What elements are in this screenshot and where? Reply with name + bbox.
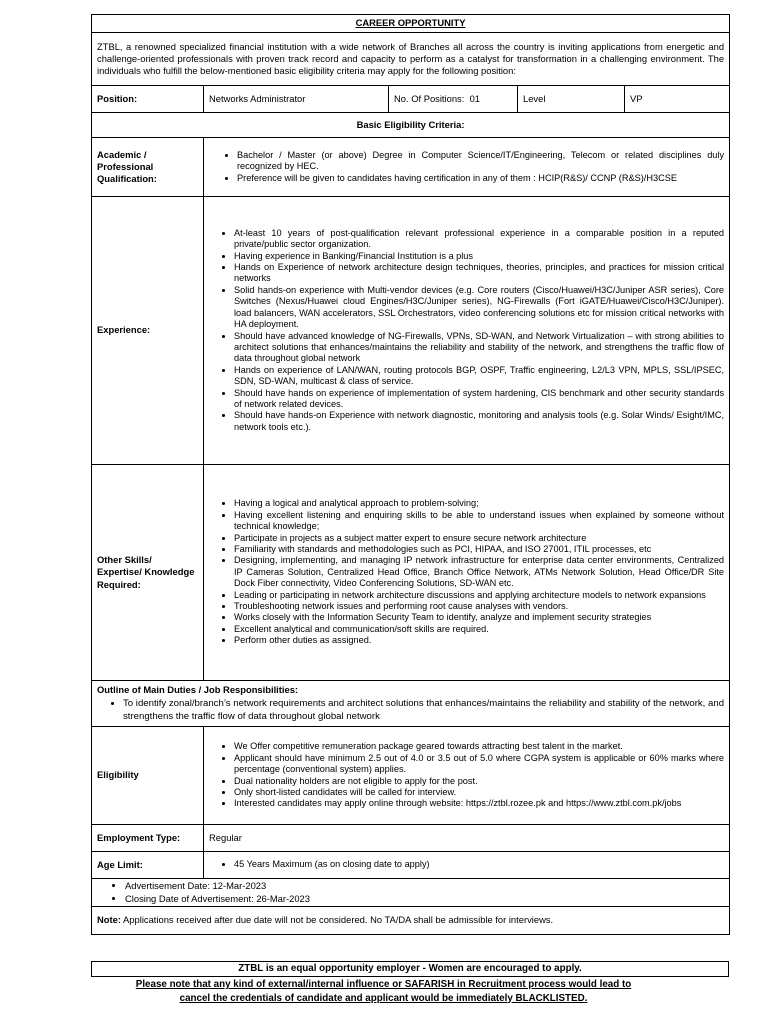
advertisement-table (91, 14, 730, 935)
list-item: • Perform other duties as assigned. (234, 635, 724, 646)
list-item: • Works closely with the Information Security Team to identify, analyze and implement security strategies (234, 612, 724, 623)
experience-cell (204, 197, 730, 465)
note-text: Applications received after due date will not be considered. No TA/DA shall be admissible for interviews. (120, 914, 554, 926)
warning-line-2: cancel the credentials of candidate and applicant would be immediately BLACKLISTED. (179, 992, 588, 1004)
academic-cell (204, 138, 730, 197)
list-item: • Should have hands-on Experience with network diagnostic, monitoring and analysis tools (e.g. Solar Winds/ Esight/IMC, network tools etc.). (234, 410, 724, 433)
list-item: • Solid hands-on experience with Multi-vendor devices (e.g. Core routers (Cisco/Huawei/H3C/Juniper ASR series), Core Switches (Nexus/Huawei cloud Engines/H3C/Juniper series), NG-Firewalls (Fort iGATE/Huawei/Cisco/H3C/Juniper). load balancers, WAN accelerators, SSL Orchestrators, video conferencing solutions etc for mission critical networks with HA deployment. (234, 285, 724, 331)
level-value: VP (625, 86, 730, 113)
skills-cell (204, 465, 730, 681)
closing-date: • Closing Date of Advertisement: 26-Mar-2023 (125, 893, 724, 905)
list-item: • Familiarity with standards and methodologies such as PCI, HIPAA, and ISO 27001, ITIL processes, etc (234, 544, 724, 555)
note-label: Note: (97, 914, 121, 926)
list-item: • At-least 10 years of post-qualification relevant professional experience in a comparable position in a reputed private/public sector organization. (234, 228, 724, 251)
list-item: • Dual nationality holders are not eligible to apply for the post. (234, 776, 724, 787)
list-item: • To identify zonal/branch’s network requirements and architect solutions that enhances/maintains the reliability and stability of the network, and strengthens the traffic flow of data throughout global network (123, 697, 724, 723)
positions-count-cell (389, 86, 518, 113)
list-item: • Hands on experience of LAN/WAN, routing protocols BGP, OSPF, Traffic engineering, L2/L3 VPN, MPLS, SSL/IPSEC, SDN, SD-WAN, multicast & class of service. (234, 365, 724, 388)
employment-type-value: Regular (204, 825, 730, 852)
list-item: • Participate in projects as a subject matter expert to ensure secure network architecture (234, 533, 724, 544)
eligibility-cell (204, 727, 730, 825)
duties-label: Outline of Main Duties / Job Responsibilities: (97, 684, 299, 696)
intro-paragraph: ZTBL, a renowned specialized financial institution with a wide network of Branches all across the country is inviting applications from energetic and challenge-oriented professionals with proven track record and capacity to perform as a catalyst for transformation in a challenging environment. The individuals who fulfill the below-mentioned basic eligibility criteria may apply for the following position: (92, 33, 730, 86)
eligibility-label: Eligibility (92, 727, 204, 825)
age-limit-cell (204, 852, 730, 879)
position-label: Position: (92, 86, 204, 113)
equal-opportunity-banner: ZTBL is an equal opportunity employer - Women are encouraged to apply. (91, 961, 729, 977)
duties-cell (92, 681, 730, 727)
note-cell (92, 907, 730, 935)
list-item: • Interested candidates may apply online through website: https://ztbl.rozee.pk and https://www.ztbl.com.pk/jobs (234, 798, 724, 809)
list-item: • Hands on Experience of network architecture design techniques, theories, principles, and practices for mission critical networks (234, 262, 724, 285)
criteria-header: Basic Eligibility Criteria: (92, 113, 730, 138)
experience-label: Experience: (92, 197, 204, 465)
dates-cell (92, 879, 730, 907)
warning-notice (91, 978, 676, 1005)
page-title: CAREER OPPORTUNITY (92, 15, 730, 33)
list-item: • Only short-listed candidates will be called for interview. (234, 787, 724, 798)
age-limit-label: Age Limit: (92, 852, 204, 879)
list-item: • Preference will be given to candidates having certification in any of them : HCIP(R&S)/ CCNP (R&S)/H3CSE (237, 173, 724, 184)
job-advertisement (91, 14, 729, 935)
list-item: • We Offer competitive remuneration package geared towards attracting best talent in the market. (234, 741, 724, 752)
list-item: • Should have advanced knowledge of NG-Firewalls, VPNs, SD-WAN, and Network Virtualization – with strong abilities to architect solutions that enhances/maintains the reliability and stability of the network, and strengthens the traffic flow of data throughout global network (234, 331, 724, 365)
age-limit-value: • 45 Years Maximum (as on closing date to apply) (234, 859, 724, 870)
warning-line-1: Please note that any kind of external/internal influence or SAFARISH in Recruitment process would lead to (135, 979, 632, 990)
skills-label: Other Skills/ Expertise/ Knowledge Required: (92, 465, 204, 681)
academic-label: Academic / Professional Qualification: (92, 138, 204, 197)
list-item: • Having a logical and analytical approach to problem-solving; (234, 498, 724, 509)
advertisement-date: • Advertisement Date: 12-Mar-2023 (125, 880, 724, 892)
list-item: • Troubleshooting network issues and performing root cause analyses with vendors. (234, 601, 724, 612)
list-item: • Bachelor / Master (or above) Degree in Computer Science/IT/Engineering, Telecom or related disciplines duly recognized by HEC. (237, 150, 724, 173)
list-item: • Applicant should have minimum 2.5 out of 4.0 or 3.5 out of 5.0 where CGPA system is applicable or 60% marks where percentage (conventional system) applies. (234, 753, 724, 776)
position-value: Networks Administrator (204, 86, 389, 113)
positions-count-label: No. Of Positions: (394, 92, 465, 104)
employment-type-label: Employment Type: (92, 825, 204, 852)
list-item: • Should have hands on experience of implementation of system hardening, CIS benchmark and other security standards of network related devices. (234, 388, 724, 411)
list-item: • Leading or participating in network architecture discussions and applying architecture models to network expansions (234, 590, 724, 601)
list-item: • Having experience in Banking/Financial Institution is a plus (234, 251, 724, 262)
list-item: • Designing, implementing, and managing IP network infrastructure for enterprise data center environments, Centralized IP Cameras Solution, Centralized Head Office, Branch Office Network, ATMs Network Solution, Head Office/DR Site Dock Fiber connectivity, Video Conferencing Solutions, SD-WAN etc. (234, 555, 724, 589)
level-label: Level (518, 86, 625, 113)
positions-count-value: 01 (469, 92, 480, 104)
list-item: • Having excellent listening and enquiring skills to be able to understand issues when explained by someone without technical knowledge; (234, 510, 724, 533)
list-item: • Excellent analytical and communication/soft skills are required. (234, 624, 724, 635)
